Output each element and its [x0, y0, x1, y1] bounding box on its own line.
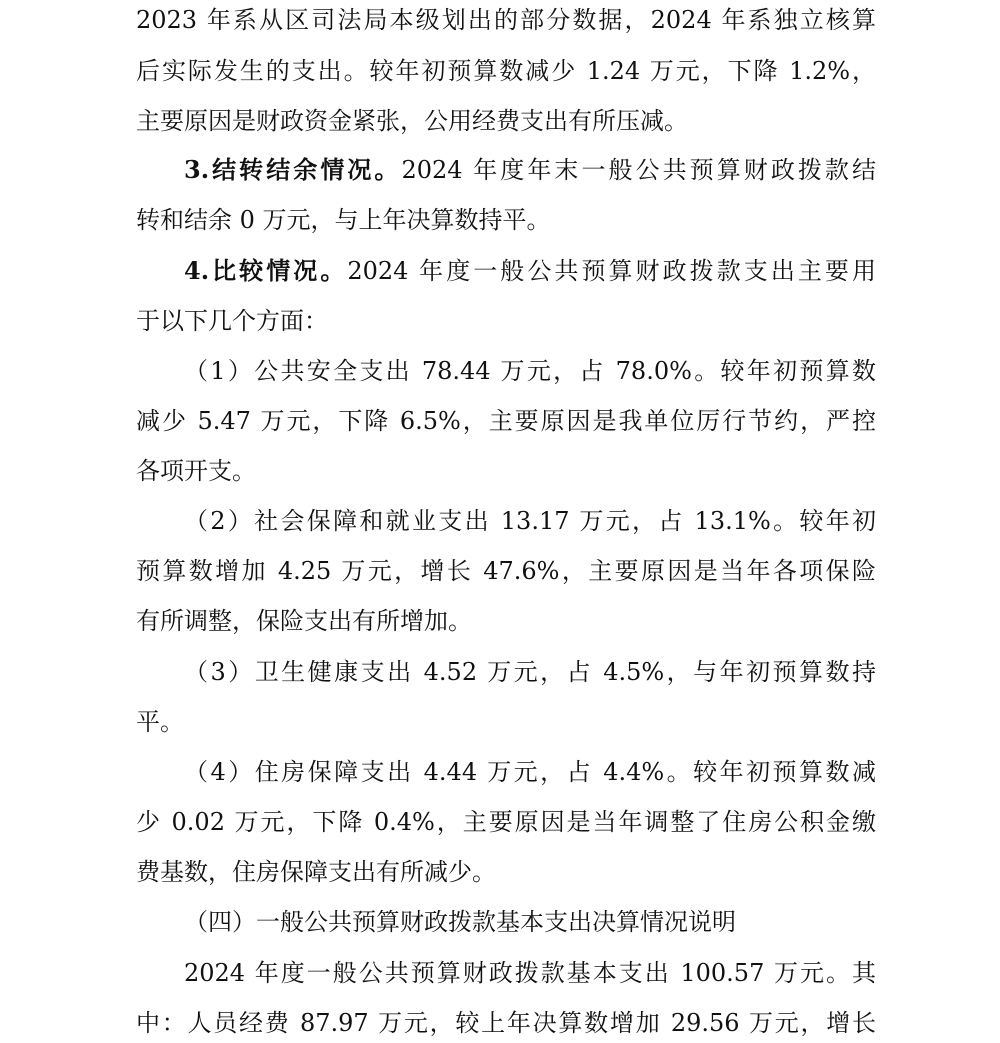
paragraph-line: 预算数增加 4.25 万元，增长 47.6%，主要原因是当年各项保险	[136, 557, 876, 585]
paragraph-line: （4）住房保障支出 4.44 万元，占 4.4%。较年初预算数减	[184, 758, 876, 786]
paragraph-line	[184, 251, 876, 291]
paragraph-line: 主要原因是财政资金紧张，公用经费支出有所压减。	[136, 107, 688, 135]
paragraph-line: 后实际发生的支出。较年初预算数减少 1.24 万元，下降 1.2%，	[136, 57, 876, 85]
paragraph-line: 少 0.02 万元，下降 0.4%，主要原因是当年调整了住房公积金缴	[136, 808, 876, 836]
paragraph-line: 费基数，住房保障支出有所减少。	[136, 858, 496, 886]
paragraph-line: 转和结余 0 万元，与上年决算数持平。	[136, 206, 551, 234]
paragraph-line: （1）公共安全支出 78.44 万元，占 78.0%。较年初预算数	[184, 357, 876, 385]
paragraph-line: 减少 5.47 万元，下降 6.5%，主要原因是我单位厉行节约，严控	[136, 407, 876, 435]
paragraph-line: 2024 年度一般公共预算财政拨款基本支出 100.57 万元。其	[184, 959, 876, 987]
paragraph-line: 平。	[136, 708, 184, 736]
section-heading-comparison: 4.比较情况。	[184, 256, 348, 285]
paragraph-line: 有所调整，保险支出有所增加。	[136, 607, 472, 635]
paragraph-line	[184, 150, 876, 190]
paragraph-line: 2023 年系从区司法局本级划出的部分数据，2024 年系独立核算	[136, 6, 876, 34]
paragraph-line: （2）社会保障和就业支出 13.17 万元，占 13.1%。较年初	[184, 507, 876, 535]
paragraph-line: 于以下几个方面：	[136, 307, 328, 335]
section-heading: （四）一般公共预算财政拨款基本支出决算情况说明	[184, 908, 736, 936]
paragraph-line: 中：人员经费 87.97 万元，较上年决算数增加 29.56 万元，增长	[136, 1009, 876, 1037]
paragraph-line: 各项开支。	[136, 457, 256, 485]
section-heading-carryover: 3.结转结余情况。	[184, 155, 402, 184]
paragraph-text: 2024 年度一般公共预算财政拨款支出主要用	[347, 257, 876, 285]
paragraph-line: （3）卫生健康支出 4.52 万元，占 4.5%，与年初预算数持	[184, 658, 876, 686]
paragraph-text: 2024 年度年末一般公共预算财政拨款结	[401, 156, 876, 184]
